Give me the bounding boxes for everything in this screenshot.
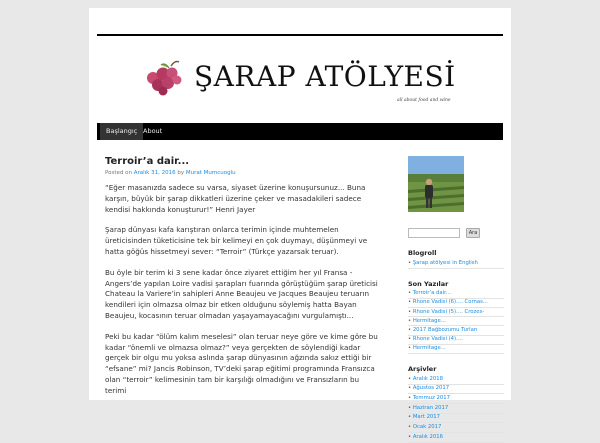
- recent-post-link[interactable]: • Rhone Vadisi (5).... Crozes-: [408, 308, 504, 317]
- nav-item-about[interactable]: About: [143, 127, 163, 135]
- recent-posts-title: Son Yazılar: [408, 279, 449, 288]
- post-paragraph: “Eğer masanızda sadece su varsa, siyaset üzerine konuşursunuz... Buna karşın, büyük bir şarap dikkatleri üzerine çeker ve masadakileri sadece kendisi hakkında konuşturur!” Henri Jayer: [105, 183, 366, 214]
- search-form: [408, 228, 504, 238]
- post-meta: [105, 169, 381, 177]
- archive-link[interactable]: • Temmuz 2017: [408, 394, 504, 404]
- recent-post-link[interactable]: • Hermitage...: [408, 317, 504, 326]
- post-paragraph: Şarap dünyası kafa karıştıran onlarca terimin içinde muhtemelen üreticisinden tüketicisine tek bir kelimeyi en çok duymayı, düşünmeyi ve hatta göğüs hissetmeyi sever: “Terroir” (Türkçe yazarsak teruar).: [105, 225, 368, 256]
- archive-link[interactable]: • Mart 2017: [408, 414, 504, 424]
- search-button[interactable]: Ara: [466, 228, 480, 238]
- post-content: [105, 155, 381, 397]
- nav-item-home[interactable]: Başlangıç: [100, 123, 143, 140]
- archive-link[interactable]: • Ağustos 2017: [408, 385, 504, 395]
- sidebar: [408, 156, 504, 443]
- recent-post-link[interactable]: • Rhone Vadisi (4)....: [408, 336, 504, 345]
- recent-post-link[interactable]: • Terroir’a dair...: [408, 290, 504, 299]
- header-top-rule: [97, 34, 503, 36]
- archives-title: Arşivler: [408, 365, 437, 373]
- archive-link[interactable]: • Haziran 2017: [408, 404, 504, 414]
- recent-post-link[interactable]: • Rhone Vadisi (6).... Cornas...: [408, 299, 504, 308]
- blogroll-title: Blogroll: [408, 249, 437, 257]
- site-title[interactable]: ŞARAP ATÖLYESİ: [194, 60, 456, 93]
- archive-link[interactable]: • Aralık 2018: [408, 375, 504, 385]
- meta-by: by: [177, 170, 185, 176]
- grape-cluster-icon: [141, 56, 183, 98]
- site-tagline: all about food and wine: [397, 98, 451, 103]
- page: [89, 8, 511, 440]
- blogroll-list: [408, 259, 504, 269]
- recent-posts-list: [408, 290, 504, 354]
- post-author-link[interactable]: Murat Mumcuoglu: [185, 170, 236, 176]
- recent-post-link[interactable]: • 2017 Bağbozumu Turları: [408, 326, 504, 335]
- post-date-link[interactable]: Aralık 31, 2016: [133, 170, 176, 176]
- recent-post-link[interactable]: • Hermitage...: [408, 345, 504, 354]
- post-paragraph: Bu öyle bir terim ki 3 sene kadar önce ziyaret ettiğim her yıl Fransa - Angers’de yapılan Loire vadisi şarapları fuarında görüştüğüm şarap üreticisi Chateau la Variere’in sahipleri Anne Beaujeu ve Jacques Beaujeu teruarın kendileri için olmazsa olmaz bir etken olduğunu söylemiş hatta Bayan Beaujeu, kocasının teruar olmadan yaşayamayacağını vurgulamıştı...: [105, 267, 378, 320]
- archive-link[interactable]: • Ocak 2017: [408, 423, 504, 433]
- post-paragraph: Peki bu kadar “ölüm kalım meselesi” olan teruar neye göre ve kime göre bu kadar “önemli ve olmazsa olmaz?” veya gerçekten de söylendiği kadar gerçek bir olgu mu yoksa aslında şarap dünyasının ağzında sakız ettiği bir “efsane” mi? Jancis Robinson, TV’deki şarap eğitimi programında Fransızca olan “terroir” kelimesinin tam bir karşılığı olmadığını ve Fransızların bu terimi: [105, 331, 378, 395]
- profile-photo[interactable]: [408, 156, 464, 212]
- search-input[interactable]: [408, 228, 460, 238]
- main-nav: [97, 123, 503, 140]
- blogroll-link[interactable]: • Şarap atölyesi in English: [408, 259, 504, 269]
- archives-list: [408, 375, 504, 443]
- meta-prefix: Posted on: [105, 170, 132, 176]
- post-title[interactable]: Terroir’a dair...: [105, 156, 190, 167]
- archive-link[interactable]: • Aralık 2016: [408, 433, 504, 443]
